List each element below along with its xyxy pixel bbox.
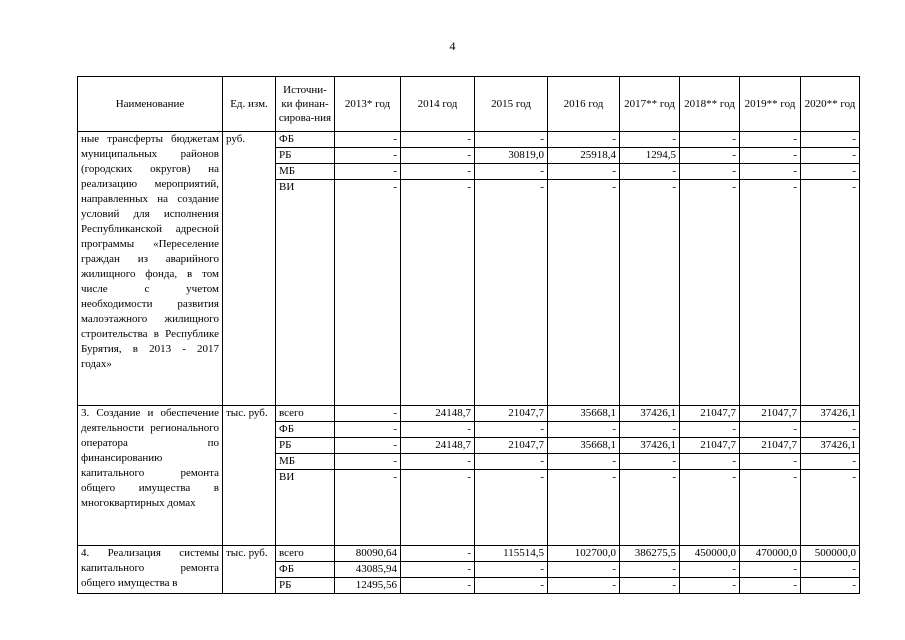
table-row bbox=[78, 406, 860, 422]
value-cell: - bbox=[801, 180, 860, 406]
value-cell: - bbox=[335, 148, 401, 164]
value-cell: 115514,5 bbox=[475, 546, 548, 562]
value-cell: - bbox=[335, 470, 401, 546]
header-year: 2014 год bbox=[401, 77, 475, 132]
header-name: Наименование bbox=[78, 77, 223, 132]
funding-source: ФБ bbox=[276, 132, 335, 148]
value-cell: - bbox=[801, 422, 860, 438]
value-cell: - bbox=[335, 406, 401, 422]
value-cell: - bbox=[801, 578, 860, 594]
header-year: 2013* год bbox=[335, 77, 401, 132]
header-year: 2018** год bbox=[680, 77, 740, 132]
value-cell: - bbox=[620, 180, 680, 406]
value-cell: 21047,7 bbox=[680, 438, 740, 454]
value-cell: - bbox=[548, 454, 620, 470]
value-cell: - bbox=[620, 454, 680, 470]
value-cell: - bbox=[335, 164, 401, 180]
value-cell: - bbox=[475, 470, 548, 546]
item-name: 4. Реализация системы капитального ремонта общего имущества в bbox=[78, 546, 223, 594]
value-cell: - bbox=[680, 422, 740, 438]
value-cell: 450000,0 bbox=[680, 546, 740, 562]
value-cell: - bbox=[620, 470, 680, 546]
value-cell: - bbox=[548, 164, 620, 180]
funding-source: РБ bbox=[276, 148, 335, 164]
value-cell: - bbox=[548, 578, 620, 594]
header-year: 2016 год bbox=[548, 77, 620, 132]
value-cell: 37426,1 bbox=[620, 438, 680, 454]
value-cell: 1294,5 bbox=[620, 148, 680, 164]
funding-source: МБ bbox=[276, 164, 335, 180]
value-cell: - bbox=[401, 578, 475, 594]
value-cell: - bbox=[740, 132, 801, 148]
value-cell: - bbox=[548, 470, 620, 546]
value-cell: - bbox=[740, 578, 801, 594]
value-cell: - bbox=[401, 164, 475, 180]
funding-source: МБ bbox=[276, 454, 335, 470]
item-unit: руб. bbox=[223, 132, 276, 406]
item-name: ные трансферты бюджетам муниципальных районов (городских округов) на реализацию мероприятий, направленных на создание условий для исполнения Республиканской адресной программы «Переселение граждан из аварийного жилищного фонда, в том числе с учетом необходимости развития малоэтажного жилищного строительства в Республике Бурятия, в 2013 - 2017 годах» bbox=[78, 132, 223, 406]
header-source: Источни-ки финан-сирова-ния bbox=[276, 77, 335, 132]
value-cell: - bbox=[401, 180, 475, 406]
value-cell: - bbox=[801, 132, 860, 148]
funding-source: РБ bbox=[276, 438, 335, 454]
value-cell: - bbox=[680, 470, 740, 546]
value-cell: 43085,94 bbox=[335, 562, 401, 578]
value-cell: - bbox=[620, 562, 680, 578]
value-cell: - bbox=[401, 148, 475, 164]
value-cell: 12495,56 bbox=[335, 578, 401, 594]
value-cell: - bbox=[475, 132, 548, 148]
funding-source: ВИ bbox=[276, 470, 335, 546]
value-cell: - bbox=[548, 132, 620, 148]
value-cell: - bbox=[548, 180, 620, 406]
value-cell: - bbox=[620, 132, 680, 148]
value-cell: - bbox=[680, 578, 740, 594]
value-cell: - bbox=[680, 148, 740, 164]
value-cell: 21047,7 bbox=[740, 438, 801, 454]
funding-source: всего bbox=[276, 546, 335, 562]
table-row bbox=[78, 546, 860, 562]
value-cell: - bbox=[475, 180, 548, 406]
table-row bbox=[78, 132, 860, 148]
value-cell: 37426,1 bbox=[801, 406, 860, 422]
program-funding-table bbox=[77, 76, 860, 594]
funding-source: ВИ bbox=[276, 180, 335, 406]
value-cell: - bbox=[335, 180, 401, 406]
funding-source: РБ bbox=[276, 578, 335, 594]
value-cell: - bbox=[740, 180, 801, 406]
value-cell: 37426,1 bbox=[620, 406, 680, 422]
value-cell: - bbox=[335, 132, 401, 148]
funding-source: всего bbox=[276, 406, 335, 422]
value-cell: 102700,0 bbox=[548, 546, 620, 562]
value-cell: - bbox=[335, 438, 401, 454]
header-year: 2019** год bbox=[740, 77, 801, 132]
value-cell: - bbox=[680, 132, 740, 148]
value-cell: 25918,4 bbox=[548, 148, 620, 164]
value-cell: 21047,7 bbox=[680, 406, 740, 422]
value-cell: - bbox=[335, 454, 401, 470]
value-cell: - bbox=[680, 164, 740, 180]
value-cell: - bbox=[475, 422, 548, 438]
value-cell: - bbox=[620, 422, 680, 438]
item-unit: тыс. руб. bbox=[223, 406, 276, 546]
value-cell: - bbox=[401, 422, 475, 438]
header-unit: Ед. изм. bbox=[223, 77, 276, 132]
page-number: 4 bbox=[449, 39, 456, 53]
value-cell: 21047,7 bbox=[740, 406, 801, 422]
value-cell: - bbox=[548, 422, 620, 438]
value-cell: - bbox=[620, 164, 680, 180]
value-cell: - bbox=[401, 470, 475, 546]
value-cell: - bbox=[740, 148, 801, 164]
value-cell: 24148,7 bbox=[401, 438, 475, 454]
value-cell: 21047,7 bbox=[475, 406, 548, 422]
value-cell: - bbox=[801, 562, 860, 578]
value-cell: - bbox=[401, 132, 475, 148]
value-cell: - bbox=[475, 578, 548, 594]
value-cell: 35668,1 bbox=[548, 406, 620, 422]
value-cell: - bbox=[401, 562, 475, 578]
value-cell: 470000,0 bbox=[740, 546, 801, 562]
item-name: 3. Создание и обеспечение деятельности регионального оператора по финансированию капитального ремонта общего имущества в многоквартирных домах bbox=[78, 406, 223, 546]
value-cell: - bbox=[680, 454, 740, 470]
header-row bbox=[78, 77, 860, 132]
value-cell: - bbox=[335, 422, 401, 438]
value-cell: - bbox=[401, 454, 475, 470]
header-year: 2017** год bbox=[620, 77, 680, 132]
value-cell: 500000,0 bbox=[801, 546, 860, 562]
value-cell: 21047,7 bbox=[475, 438, 548, 454]
value-cell: 37426,1 bbox=[801, 438, 860, 454]
value-cell: - bbox=[620, 578, 680, 594]
value-cell: - bbox=[475, 454, 548, 470]
value-cell: - bbox=[801, 148, 860, 164]
header-year: 2015 год bbox=[475, 77, 548, 132]
value-cell: - bbox=[801, 470, 860, 546]
value-cell: - bbox=[475, 164, 548, 180]
value-cell: 386275,5 bbox=[620, 546, 680, 562]
value-cell: - bbox=[740, 422, 801, 438]
value-cell: 30819,0 bbox=[475, 148, 548, 164]
value-cell: 24148,7 bbox=[401, 406, 475, 422]
value-cell: 80090,64 bbox=[335, 546, 401, 562]
value-cell: - bbox=[801, 164, 860, 180]
funding-source: ФБ bbox=[276, 562, 335, 578]
funding-source: ФБ bbox=[276, 422, 335, 438]
value-cell: 35668,1 bbox=[548, 438, 620, 454]
header-year: 2020** год bbox=[801, 77, 860, 132]
value-cell: - bbox=[740, 470, 801, 546]
value-cell: - bbox=[740, 164, 801, 180]
value-cell: - bbox=[680, 562, 740, 578]
value-cell: - bbox=[740, 454, 801, 470]
value-cell: - bbox=[401, 546, 475, 562]
item-unit: тыс. руб. bbox=[223, 546, 276, 594]
value-cell: - bbox=[680, 180, 740, 406]
value-cell: - bbox=[475, 562, 548, 578]
value-cell: - bbox=[740, 562, 801, 578]
value-cell: - bbox=[801, 454, 860, 470]
value-cell: - bbox=[548, 562, 620, 578]
